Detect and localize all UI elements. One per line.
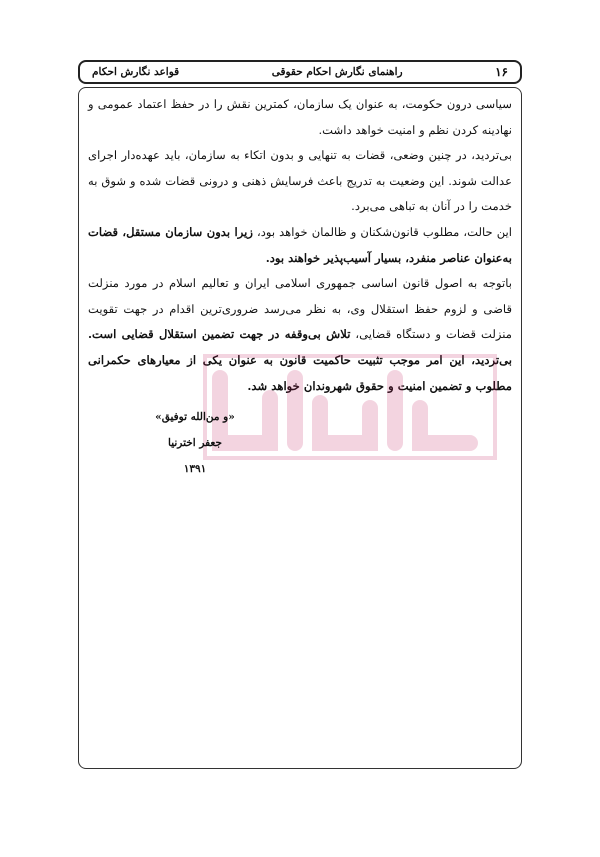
running-header (78, 60, 522, 84)
body-text (88, 92, 512, 399)
running-title: راهنمای نگارش احکام حقوقی (271, 66, 403, 78)
page-number: ۱۶ (495, 65, 508, 79)
signature-year: ۱۳۹۱ (183, 463, 207, 475)
chapter-title: قواعد نگارش احکام (92, 66, 180, 78)
bold-text-segment: تلاش بی‌وقفه در جهت تضمین استقلال قضایی است. بی‌تردید، این امر موجب تثبیت حاکمیت قانون به عنوان یکی از معیارهای حکمرانی مطلوب و تضمین امنیت و حقوق شهروندان خواهد شد. (88, 327, 512, 393)
text-segment: بی‌تردید، در چنین وضعی، قضات به تنهایی و بدون اتکاء به سازمان، باید عهده‌دار اجرای عدالت شوند. این وضعیت به تدریج باعث فرسایش ذهنی و درونی قضات شده و شوق به خدمت را در آنان به تباهی می‌برد. (88, 148, 512, 214)
bold-text-segment: زیرا بدون سازمان مستقل، قضات به‌عنوان عناصر منفرد، بسیار آسیب‌پذیر خواهند بود. (88, 224, 512, 265)
text-segment: این حالت، مطلوب قانون‌شکنان و ظالمان خواهد بود، (252, 224, 512, 239)
paragraph (88, 220, 512, 271)
signature-dua: «و من‌الله توفیق» (155, 411, 235, 423)
paragraph (88, 271, 512, 399)
signature-author: جعفر اخترنیا (168, 437, 222, 449)
text-segment: سیاسی درون حکومت، به عنوان یک سازمان، کمترین نقش را در حفظ اعتماد عمومی و نهادینه کردن نظم و امنیت خواهد داشت. (88, 97, 512, 137)
text-segment: باتوجه به اصول قانون اساسی جمهوری اسلامی ایران و تعالیم اسلام در مورد منزلت قاضی و لزوم حفظ استقلال وی، به نظر می‌رسد ضروری‌ترین اقدام در جهت تقویت منزلت قضات و دستگاه قضایی، (88, 276, 512, 342)
paragraph (88, 92, 512, 143)
paragraph (88, 143, 512, 220)
signature-block (130, 404, 260, 482)
